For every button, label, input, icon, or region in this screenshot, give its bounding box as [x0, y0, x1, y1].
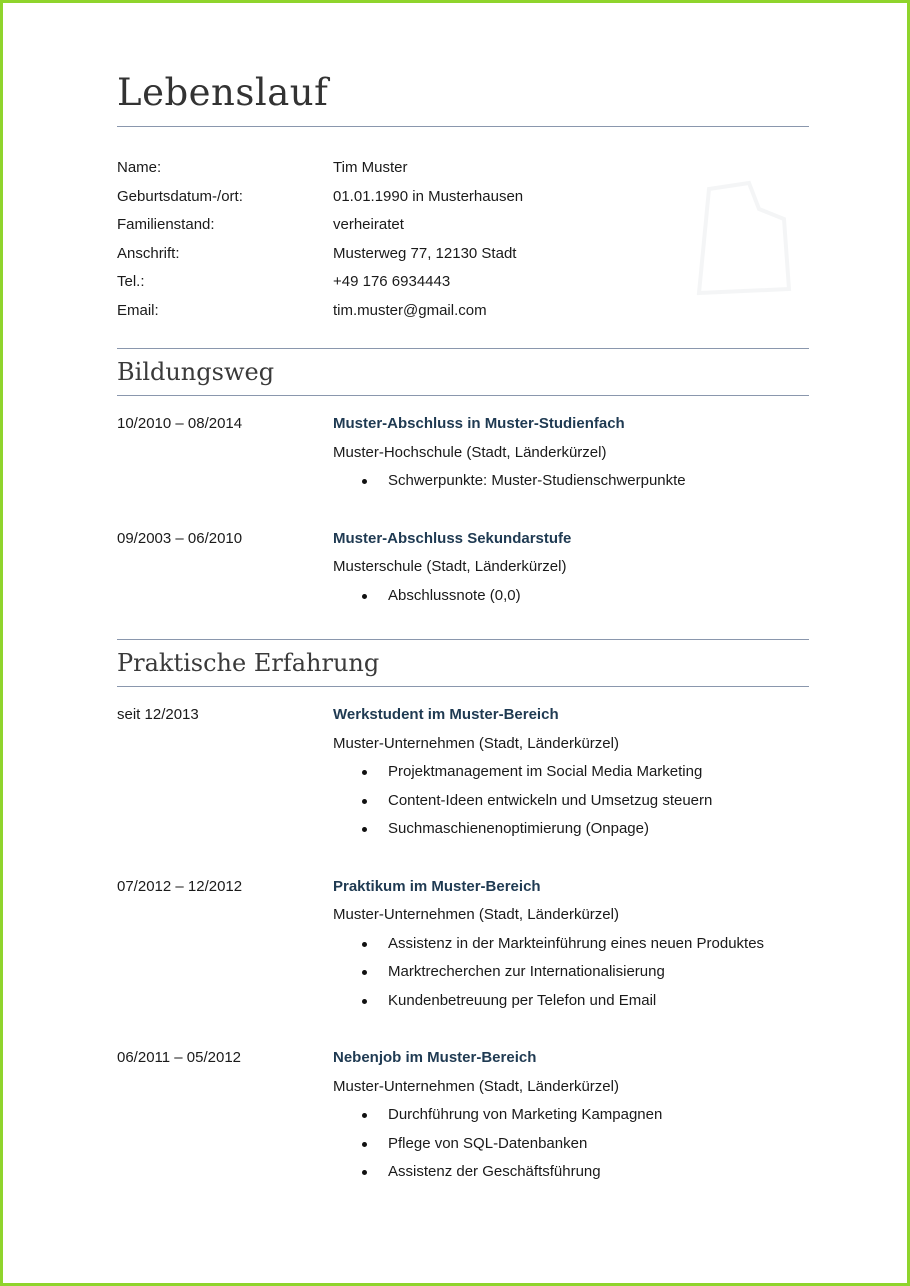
experience-section — [117, 639, 809, 1187]
entry-title: Muster-Abschluss Sekundarstufe — [333, 529, 572, 547]
bullet-item: Kundenbetreuung per Telefon und Email — [333, 987, 809, 1016]
bullet-item: Assistenz in der Markteinführung eines neuen Produktes — [333, 930, 809, 959]
bullet-item: Projektmanagement im Social Media Marketing — [333, 758, 809, 787]
entry-bullets — [333, 582, 809, 611]
personal-info — [117, 154, 809, 325]
personal-value: Musterweg 77, 12130 Stadt — [333, 244, 517, 262]
entry-bullets — [333, 1101, 809, 1187]
personal-label: Anschrift: — [117, 244, 180, 262]
entry-title: Nebenjob im Muster-Bereich — [333, 1049, 537, 1066]
section-divider — [117, 686, 809, 687]
entry-institution: Muster-Unternehmen (Stadt, Länderkürzel) — [333, 1077, 619, 1095]
education-entry — [117, 410, 809, 496]
experience-entry — [117, 1044, 809, 1187]
entry-institution: Muster-Unternehmen (Stadt, Länderkürzel) — [333, 734, 619, 752]
education-entry — [117, 525, 809, 611]
entry-title: Praktikum im Muster-Bereich — [333, 877, 541, 895]
personal-row-address — [117, 240, 809, 269]
personal-value: verheiratet — [333, 216, 404, 233]
experience-entry — [117, 873, 809, 1016]
personal-label: Geburtsdatum-/ort: — [117, 187, 243, 205]
section-heading: Praktische Erfahrung — [117, 649, 380, 677]
entry-date: 06/2011 – 05/2012 — [117, 1049, 242, 1066]
entry-body — [333, 701, 809, 844]
personal-value: tim.muster@gmail.com — [333, 301, 487, 319]
entry-body — [333, 873, 809, 1016]
bullet-item: Content-Ideen entwickeln und Umsetzug steuern — [333, 787, 809, 816]
entry-date: 09/2003 – 06/2010 — [117, 529, 243, 547]
section-heading: Bildungsweg — [117, 358, 275, 386]
bullet-item: Abschlussnote (0,0) — [333, 582, 809, 611]
entry-bullets — [333, 758, 809, 844]
resume-content — [117, 67, 809, 1216]
entry-body — [333, 1044, 809, 1187]
title-divider — [117, 126, 809, 127]
personal-row-phone — [117, 268, 809, 297]
personal-label: Familienstand: — [117, 216, 215, 233]
personal-label: Tel.: — [117, 273, 145, 290]
education-section — [117, 348, 809, 610]
bullet-item: Pflege von SQL-Datenbanken — [333, 1130, 809, 1159]
personal-row-email — [117, 297, 809, 326]
entry-institution: Muster-Hochschule (Stadt, Länderkürzel) — [333, 443, 607, 461]
personal-row-birth — [117, 183, 809, 212]
personal-label: Name: — [117, 159, 162, 176]
entry-date: 07/2012 – 12/2012 — [117, 877, 243, 895]
personal-label: Email: — [117, 301, 159, 319]
education-entries — [117, 410, 809, 610]
experience-entry — [117, 701, 809, 844]
entry-body — [333, 525, 809, 611]
bullet-item: Schwerpunkte: Muster-Studienschwerpunkte — [333, 467, 809, 496]
personal-value: 01.01.1990 in Musterhausen — [333, 187, 524, 205]
entry-body — [333, 410, 809, 496]
personal-value: +49 176 6934443 — [333, 273, 451, 290]
section-divider — [117, 395, 809, 396]
page-title: Lebenslauf — [117, 71, 329, 114]
bullet-item: Suchmaschienenoptimierung (Onpage) — [333, 815, 809, 844]
bullet-item: Durchführung von Marketing Kampagnen — [333, 1101, 809, 1130]
experience-entries — [117, 701, 809, 1187]
entry-title: Werkstudent im Muster-Bereich — [333, 706, 559, 723]
entry-title: Muster-Abschluss in Muster-Studienfach — [333, 415, 625, 432]
entry-institution: Muster-Unternehmen (Stadt, Länderkürzel) — [333, 906, 619, 923]
personal-row-name — [117, 154, 809, 183]
personal-value: Tim Muster — [333, 159, 408, 176]
personal-row-family — [117, 211, 809, 240]
entry-date: 10/2010 – 08/2014 — [117, 415, 243, 432]
bullet-item: Assistenz der Geschäftsführung — [333, 1158, 809, 1187]
entry-bullets — [333, 467, 809, 496]
entry-bullets — [333, 930, 809, 1016]
entry-date: seit 12/2013 — [117, 706, 199, 723]
entry-institution: Musterschule (Stadt, Länderkürzel) — [333, 558, 567, 575]
bullet-item: Marktrecherchen zur Internationalisierung — [333, 958, 809, 987]
